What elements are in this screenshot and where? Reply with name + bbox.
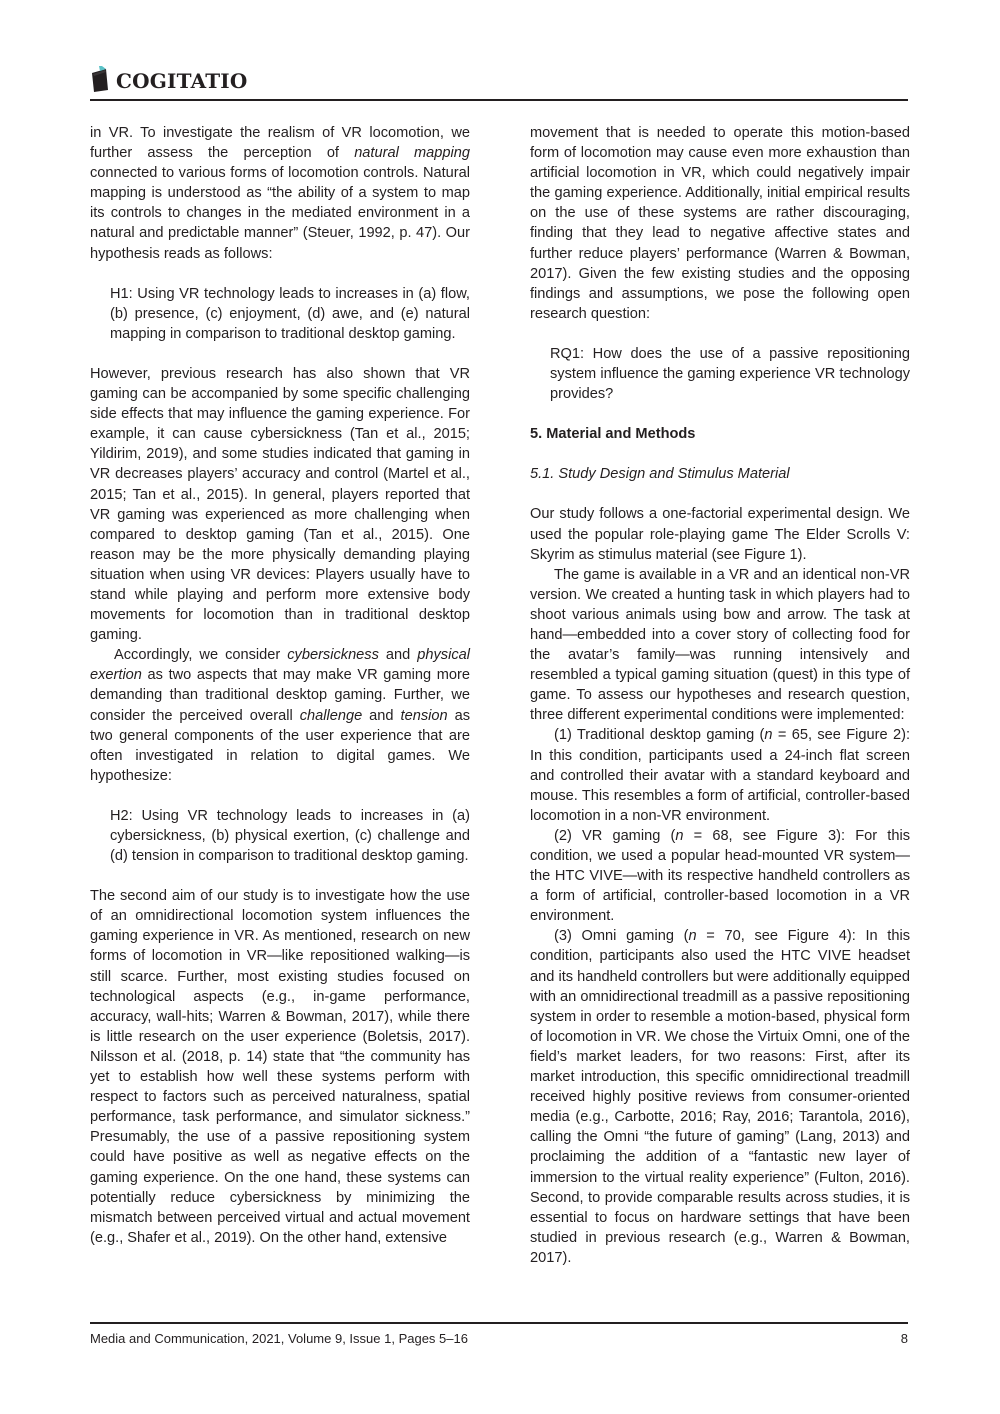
footer-citation: Media and Communication, 2021, Volume 9, Issue 1, Pages 5–16: [90, 1331, 468, 1346]
paragraph: in VR. To investigate the realism of VR locomotion, we further assess the perception of natural mapping connected to various forms of locomotion controls. Natural mapping is understood as “the ability of a system to map its controls to changes in the mediated environment in a natural and predictable manner” (Steuer, 1992, p. 47). Our hypothesis reads as follows:: [90, 125, 470, 262]
paragraph: Our study follows a one-factorial experimental design. We used the popular role-playing game The Elder Scrolls V: Skyrim as stimulus material (see Figure 1).: [530, 506, 910, 563]
hypothesis-h1: H1: Using VR technology leads to increases in (a) flow, (b) presence, (c) enjoyment, (d) awe, and (e) natural mapping in comparison to traditional desktop gaming.: [110, 285, 470, 342]
right-column: [530, 123, 910, 1268]
paragraph: The second aim of our study is to investigate how the use of an omnidirectional locomotion system influences the gaming experience in VR. As mentioned, research on new forms of locomotion in VR—like repositioned walking—is still scarce. Further, most existing studies focused on technological aspects (e.g., in-game performance, accuracy, wall-hits; Warren & Bowman, 2017), while there is little research on the user experience (Boletsis, 2017). Nilsson et al. (2018, p. 14) state that “the community has yet to establish how well these systems perform with respect to factors such as perceived naturalness, spatial performance, task performance, and simulator sickness.” Presumably, the use of a passive repositioning system could have positive as well as negative effects on the gaming experience. On the one hand, these systems can potentially reduce cybersickness by minimizing the mismatch between perceived virtual and actual movement (e.g., Shafer et al., 2019). On the other hand, extensive: [90, 888, 470, 1246]
book-icon: [90, 66, 110, 92]
hypothesis-h2: H2: Using VR technology leads to increases in (a) cybersickness, (b) physical exertion, (c) challenge and (d) tension in comparison to traditional desktop gaming.: [110, 807, 470, 865]
header-divider: [90, 99, 908, 101]
section-heading: 5. Material and Methods: [530, 426, 696, 443]
page-number: 8: [900, 1331, 908, 1346]
page-header: [90, 66, 908, 100]
research-question-rq1: RQ1: How does the use of a passive repositioning system influence the gaming experience VR technology provides?: [550, 345, 910, 403]
condition-vr: (2) VR gaming (n = 68, see Figure 3): For this condition, we used a popular head-mounted VR system—the HTC VIVE—with its respective handheld controllers as a form of artificial, controller-based locomotion in a VR environment.: [530, 827, 910, 925]
footer-divider: [90, 1322, 908, 1324]
condition-desktop: (1) Traditional desktop gaming (n = 65, see Figure 2): In this condition, participants used a 24-inch flat screen and controlled their avatar with a standard keyboard and mouse. This resembles a form of artificial, controller-based locomotion in a non-VR environment.: [530, 727, 910, 824]
paragraph: Accordingly, we consider cybersickness and physical exertion as two aspects that may make VR gaming more demanding than traditional desktop gaming. Further, we consider the perceived overall challenge and tension as two general components of the user experience that are often investigated in relation to digital games. We hypothesize:: [90, 647, 471, 784]
condition-omni: (3) Omni gaming (n = 70, see Figure 4): In this condition, participants also used the HTC VIVE headset and its handheld controllers but were additionally equipped with an omnidirectional treadmill as a passive repositioning system in order to resemble a motion-based, physical form of locomotion in VR. We chose the Virtuix Omni, one of the field’s market leaders, for two reasons: First, after its market introduction, this specific omnidirectional treadmill received highly positive reviews from consumer-oriented media (e.g., Carbotte, 2016; Ray, 2016; Tarantola, 2016), calling the Omni “the future of gaming” (Lang, 2013) and proclaiming the addition of a “fantastic new layer of immersion to the virtual reality experience” (Fulton, 2016). Second, to provide comparable results across studies, it is essential to focus on hardware settings that have been studied in previous research (e.g., Warren & Bowman, 2017).: [530, 928, 911, 1266]
paragraph: movement that is needed to operate this motion-based form of locomotion may cause even more exhaustion than artificial locomotion in VR, which could negatively impair the gaming experience. Additionally, initial empirical results on the use of these systems are rather discouraging, finding that they lead to negative affective states and further reduce players’ performance (Warren & Bowman, 2017). Given the few existing studies and the opposing findings and assumptions, we pose the following open research question:: [530, 125, 910, 322]
journal-logo: COGITATIO: [116, 69, 248, 93]
left-column: [90, 123, 470, 1248]
subsection-heading: 5.1. Study Design and Stimulus Material: [530, 466, 790, 483]
paragraph: The game is available in a VR and an identical non-VR version. We created a hunting task in which players had to shoot various animals using bow and arrow. The task at hand—embedded into a cover story of collecting food for the avatar’s family—was running intensively and resembled a typical gaming situation (quest) in this type of game. To assess our hypotheses and research question, three different experimental conditions were implemented:: [530, 566, 910, 724]
paragraph: However, previous research has also shown that VR gaming can be accompanied by some specific challenging side effects that may influence the gaming experience. For example, it can cause cybersickness (Tan et al., 2015; Yildirim, 2019), and some studies indicated that gaming in VR decreases players’ accuracy and control (Martel et al., 2015; Tan et al., 2015). In general, players reported that VR gaming was experienced as more challenging when compared to desktop gaming (Tan et al., 2015). One reason may be the more physically demanding playing situation when using VR devices: Players usually have to stand while playing and perform more extensive body movements for locomotion than in traditional desktop gaming.: [90, 365, 470, 644]
